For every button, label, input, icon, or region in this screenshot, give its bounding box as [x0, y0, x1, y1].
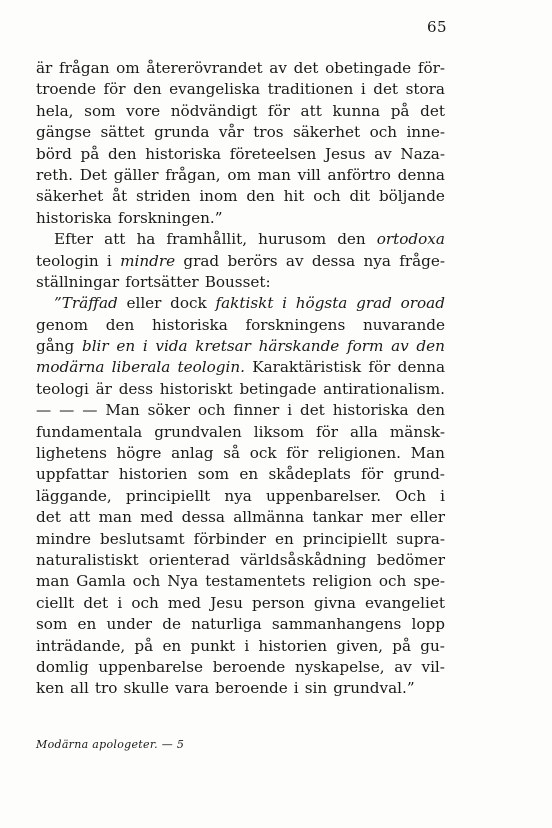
word: testamentets: [205, 572, 306, 591]
word: faktiskt: [215, 294, 274, 313]
word: uppenbarelse: [98, 657, 204, 676]
word: frågan,: [165, 165, 221, 184]
word: den: [105, 315, 135, 334]
word: historiska: [151, 315, 228, 334]
word: sättet: [100, 123, 145, 142]
word: —: [36, 401, 52, 420]
word: teologi: [36, 379, 89, 398]
text-line: [36, 336, 445, 357]
word: finner: [233, 401, 280, 420]
word: i: [282, 294, 288, 313]
word: stora: [405, 80, 445, 99]
word: dock: [170, 294, 207, 313]
word: betingade: [239, 379, 317, 398]
text-line: [36, 678, 445, 699]
word: givna: [313, 593, 356, 612]
text-line: [36, 357, 445, 378]
word: ciellt: [36, 593, 75, 612]
text-line: [36, 251, 445, 272]
word: med: [167, 593, 202, 612]
word: anförtro: [327, 165, 391, 184]
word: världsåskådning: [240, 550, 367, 569]
word: av: [285, 251, 304, 270]
word: fortsätter: [125, 272, 199, 291]
word: för: [267, 101, 290, 120]
page-number: 65: [427, 18, 448, 36]
word: på: [134, 636, 154, 655]
word: för: [316, 422, 339, 441]
word: Och: [395, 486, 426, 505]
word: en: [239, 465, 259, 484]
word: man: [36, 572, 70, 591]
word: naturliga: [191, 615, 262, 634]
word: Efter: [54, 230, 94, 249]
word: principiellt: [125, 486, 211, 505]
text-line: [36, 422, 445, 443]
word: hurusom: [258, 230, 327, 249]
word: man: [257, 165, 291, 184]
word: mindre: [36, 529, 92, 548]
word: är: [95, 379, 112, 398]
word: i: [287, 401, 293, 420]
word: som: [197, 465, 230, 484]
text-line: [36, 464, 445, 485]
word: för-: [417, 59, 445, 77]
word: religionen.: [317, 444, 401, 463]
text-line: [36, 122, 445, 143]
word: Det: [79, 165, 107, 184]
word: Man: [410, 444, 445, 463]
word: teologin.: [177, 358, 245, 377]
word: i: [106, 251, 112, 270]
text-line: [36, 486, 445, 507]
text-line: [36, 593, 445, 614]
word: det: [373, 80, 399, 99]
word: företeelsen: [229, 144, 317, 163]
word: av: [394, 657, 412, 676]
word: inne-: [406, 123, 445, 142]
word: mer: [371, 508, 402, 527]
body-text: [36, 58, 445, 700]
word: den: [133, 80, 162, 99]
word: obetingade: [325, 59, 412, 77]
word: på: [392, 636, 412, 655]
word: i: [117, 593, 123, 612]
word: —: [59, 401, 75, 420]
word: all: [70, 679, 89, 698]
word: uppfattar: [36, 465, 109, 484]
word: kretsar: [195, 337, 251, 356]
word: historiska: [36, 208, 112, 227]
word: uppenbarelser.: [266, 486, 382, 505]
word: beslutsamt: [100, 529, 185, 548]
word: modärna: [36, 358, 105, 377]
word: och: [197, 401, 226, 420]
word: en: [116, 337, 136, 356]
word: domlig: [36, 657, 89, 676]
text-line: [36, 571, 445, 592]
word: nya: [363, 251, 391, 270]
word: en: [162, 636, 182, 655]
word: Naza-: [400, 144, 445, 163]
word: grund-: [393, 465, 445, 484]
word: principiellt: [302, 529, 388, 548]
word: Bousset:: [204, 272, 271, 291]
word: traditionen: [267, 80, 354, 99]
word: under: [106, 615, 153, 634]
word: gu-: [420, 636, 445, 655]
word: Nya: [167, 572, 199, 591]
word: liberala: [111, 358, 171, 377]
word: skådeplats: [268, 465, 351, 484]
word: för: [103, 80, 126, 99]
word: så: [223, 444, 241, 463]
word: en: [275, 529, 294, 548]
text-line: [36, 550, 445, 571]
word: hela,: [36, 101, 74, 120]
word: ken: [36, 679, 64, 698]
text-line: [36, 315, 445, 336]
word: den: [246, 187, 275, 206]
text-line: [36, 507, 445, 528]
word: av: [374, 144, 392, 163]
word: eller: [410, 508, 445, 527]
word: historiskt: [159, 379, 233, 398]
word: anlag: [171, 444, 214, 463]
word: åt: [112, 187, 128, 206]
word: supra-: [396, 529, 445, 548]
word: är: [36, 59, 53, 77]
word: det: [36, 508, 61, 527]
word: det: [83, 593, 109, 612]
word: av: [269, 59, 287, 77]
word: liksom: [253, 422, 304, 441]
word: den: [337, 230, 366, 249]
word: högre: [116, 444, 162, 463]
word: evangeliet: [365, 593, 445, 612]
word: med: [140, 508, 174, 527]
word: fråge-: [399, 251, 445, 270]
word: om: [227, 165, 251, 184]
word: i: [293, 679, 299, 698]
word: spe-: [413, 572, 445, 591]
word: Jesu: [210, 593, 243, 612]
word: nuvarande: [362, 315, 445, 334]
word: blir: [81, 337, 109, 356]
word: nya: [224, 486, 252, 505]
word: tro: [94, 679, 118, 698]
word: man: [98, 508, 132, 527]
word: reth.: [36, 165, 73, 184]
word: kunna: [332, 101, 381, 120]
word: böljande: [378, 187, 445, 206]
word: ha: [136, 230, 156, 249]
word: och: [378, 572, 407, 591]
word: i: [244, 636, 250, 655]
word: grunda: [154, 123, 210, 142]
text-line: [36, 379, 445, 400]
word: given,: [336, 636, 384, 655]
text-line: [36, 101, 445, 122]
word: för: [286, 444, 309, 463]
word: skulle: [123, 679, 169, 698]
word: ”Träffad: [54, 294, 118, 313]
text-line: [36, 79, 445, 100]
word: härskande: [258, 337, 340, 356]
word: striden: [135, 187, 191, 206]
text-line: [36, 144, 445, 165]
word: en: [77, 615, 97, 634]
word: den: [416, 401, 445, 420]
word: mänsk-: [389, 422, 445, 441]
word: hit: [283, 187, 305, 206]
word: och: [131, 593, 159, 612]
word: teologin: [36, 251, 99, 270]
word: den: [416, 337, 445, 356]
text-line: [36, 443, 445, 464]
word: fundamentala: [36, 422, 143, 441]
word: vil-: [421, 657, 445, 676]
word: mindre: [120, 251, 176, 270]
word: alla: [350, 422, 378, 441]
text-line: [36, 208, 445, 229]
word: forskningens: [245, 315, 346, 334]
text-line: [36, 529, 445, 550]
word: grad: [183, 251, 220, 270]
word: lopp: [411, 615, 445, 634]
text-line: [36, 657, 445, 678]
word: sin: [304, 679, 328, 698]
text-line: [36, 272, 445, 293]
word: dessa: [311, 251, 356, 270]
word: genom: [36, 315, 89, 334]
word: dess: [118, 379, 153, 398]
word: nyskapelse,: [294, 657, 385, 676]
word: ställningar: [36, 272, 120, 291]
word: Man: [105, 401, 140, 420]
word: nödvändigt: [170, 101, 258, 120]
word: att: [300, 101, 322, 120]
word: som: [36, 615, 68, 634]
word: beroende: [212, 657, 286, 676]
word: läggande,: [36, 486, 112, 505]
word: gäller: [113, 165, 159, 184]
word: vill: [297, 165, 321, 184]
word: att: [104, 230, 126, 249]
word: i: [142, 337, 148, 356]
word: frågan: [58, 59, 110, 77]
word: antirationalism.: [323, 379, 445, 398]
word: eller: [126, 294, 162, 313]
word: och: [313, 187, 341, 206]
word: religion: [312, 572, 372, 591]
word: vida: [155, 337, 188, 356]
word: dessa: [181, 508, 225, 527]
word: att: [69, 508, 91, 527]
text-line: [36, 186, 445, 207]
word: för: [361, 465, 384, 484]
word: inom: [199, 187, 238, 206]
word: grundval.”: [333, 679, 415, 698]
word: och: [369, 123, 398, 142]
word: ortodoxa: [376, 230, 445, 249]
word: —: [82, 401, 98, 420]
word: bedömer: [376, 550, 445, 569]
word: oroad: [400, 294, 445, 313]
word: söker: [147, 401, 191, 420]
word: inträdande,: [36, 636, 126, 655]
text-line: [36, 400, 445, 421]
word: säkerhet: [36, 187, 104, 206]
word: historiska: [332, 401, 409, 420]
word: person: [252, 593, 305, 612]
word: dit: [349, 187, 371, 206]
word: sammanhangens: [271, 615, 402, 634]
word: Gamla: [76, 572, 126, 591]
word: förbinder: [193, 529, 267, 548]
word: forskningen.”: [117, 208, 223, 227]
word: i: [360, 80, 366, 99]
word: det: [420, 101, 445, 120]
word: av: [391, 337, 409, 356]
word: på: [390, 101, 410, 120]
text-line: [36, 636, 445, 657]
word: punkt: [190, 636, 236, 655]
word: det: [293, 59, 319, 77]
word: som: [84, 101, 116, 120]
word: det: [299, 401, 325, 420]
word: orienterad: [148, 550, 231, 569]
word: återerövrandet: [146, 59, 263, 77]
word: vår: [218, 123, 244, 142]
word: den: [108, 144, 137, 163]
word: evangeliska: [169, 80, 261, 99]
word: på: [80, 144, 100, 163]
word: de: [162, 615, 181, 634]
word: troende: [36, 80, 96, 99]
word: tankar: [312, 508, 363, 527]
word: framhållit,: [166, 230, 248, 249]
word: i: [440, 486, 445, 505]
word: tros: [253, 123, 284, 142]
word: vore: [126, 101, 161, 120]
word: gängse: [36, 123, 92, 142]
word: historiska: [145, 144, 222, 163]
word: berörs: [227, 251, 278, 270]
word: för: [368, 358, 391, 377]
word: lighetens: [36, 444, 107, 463]
text-line: [36, 58, 445, 79]
word: gång: [36, 337, 75, 356]
word: historien: [118, 465, 188, 484]
word: grundvalen: [154, 422, 242, 441]
footer-signature: Modärna apologeter. — 5: [36, 738, 185, 751]
word: Karaktäristisk: [252, 358, 362, 377]
word: vara: [175, 679, 210, 698]
word: beroende: [215, 679, 288, 698]
word: börd: [36, 144, 72, 163]
word: allmänna: [233, 508, 305, 527]
word: naturalistiskt: [36, 550, 139, 569]
word: denna: [397, 358, 445, 377]
word: ock: [249, 444, 277, 463]
text-line: [36, 293, 445, 314]
word: historien: [258, 636, 327, 655]
word: och: [132, 572, 161, 591]
word: om: [116, 59, 140, 77]
text-line: [36, 614, 445, 635]
text-line: [36, 165, 445, 186]
word: högsta: [295, 294, 348, 313]
word: grad: [356, 294, 392, 313]
text-line: [36, 229, 445, 250]
word: säkerhet: [292, 123, 361, 142]
word: Jesus: [324, 144, 366, 163]
word: denna: [397, 165, 445, 184]
word: form: [346, 337, 384, 356]
